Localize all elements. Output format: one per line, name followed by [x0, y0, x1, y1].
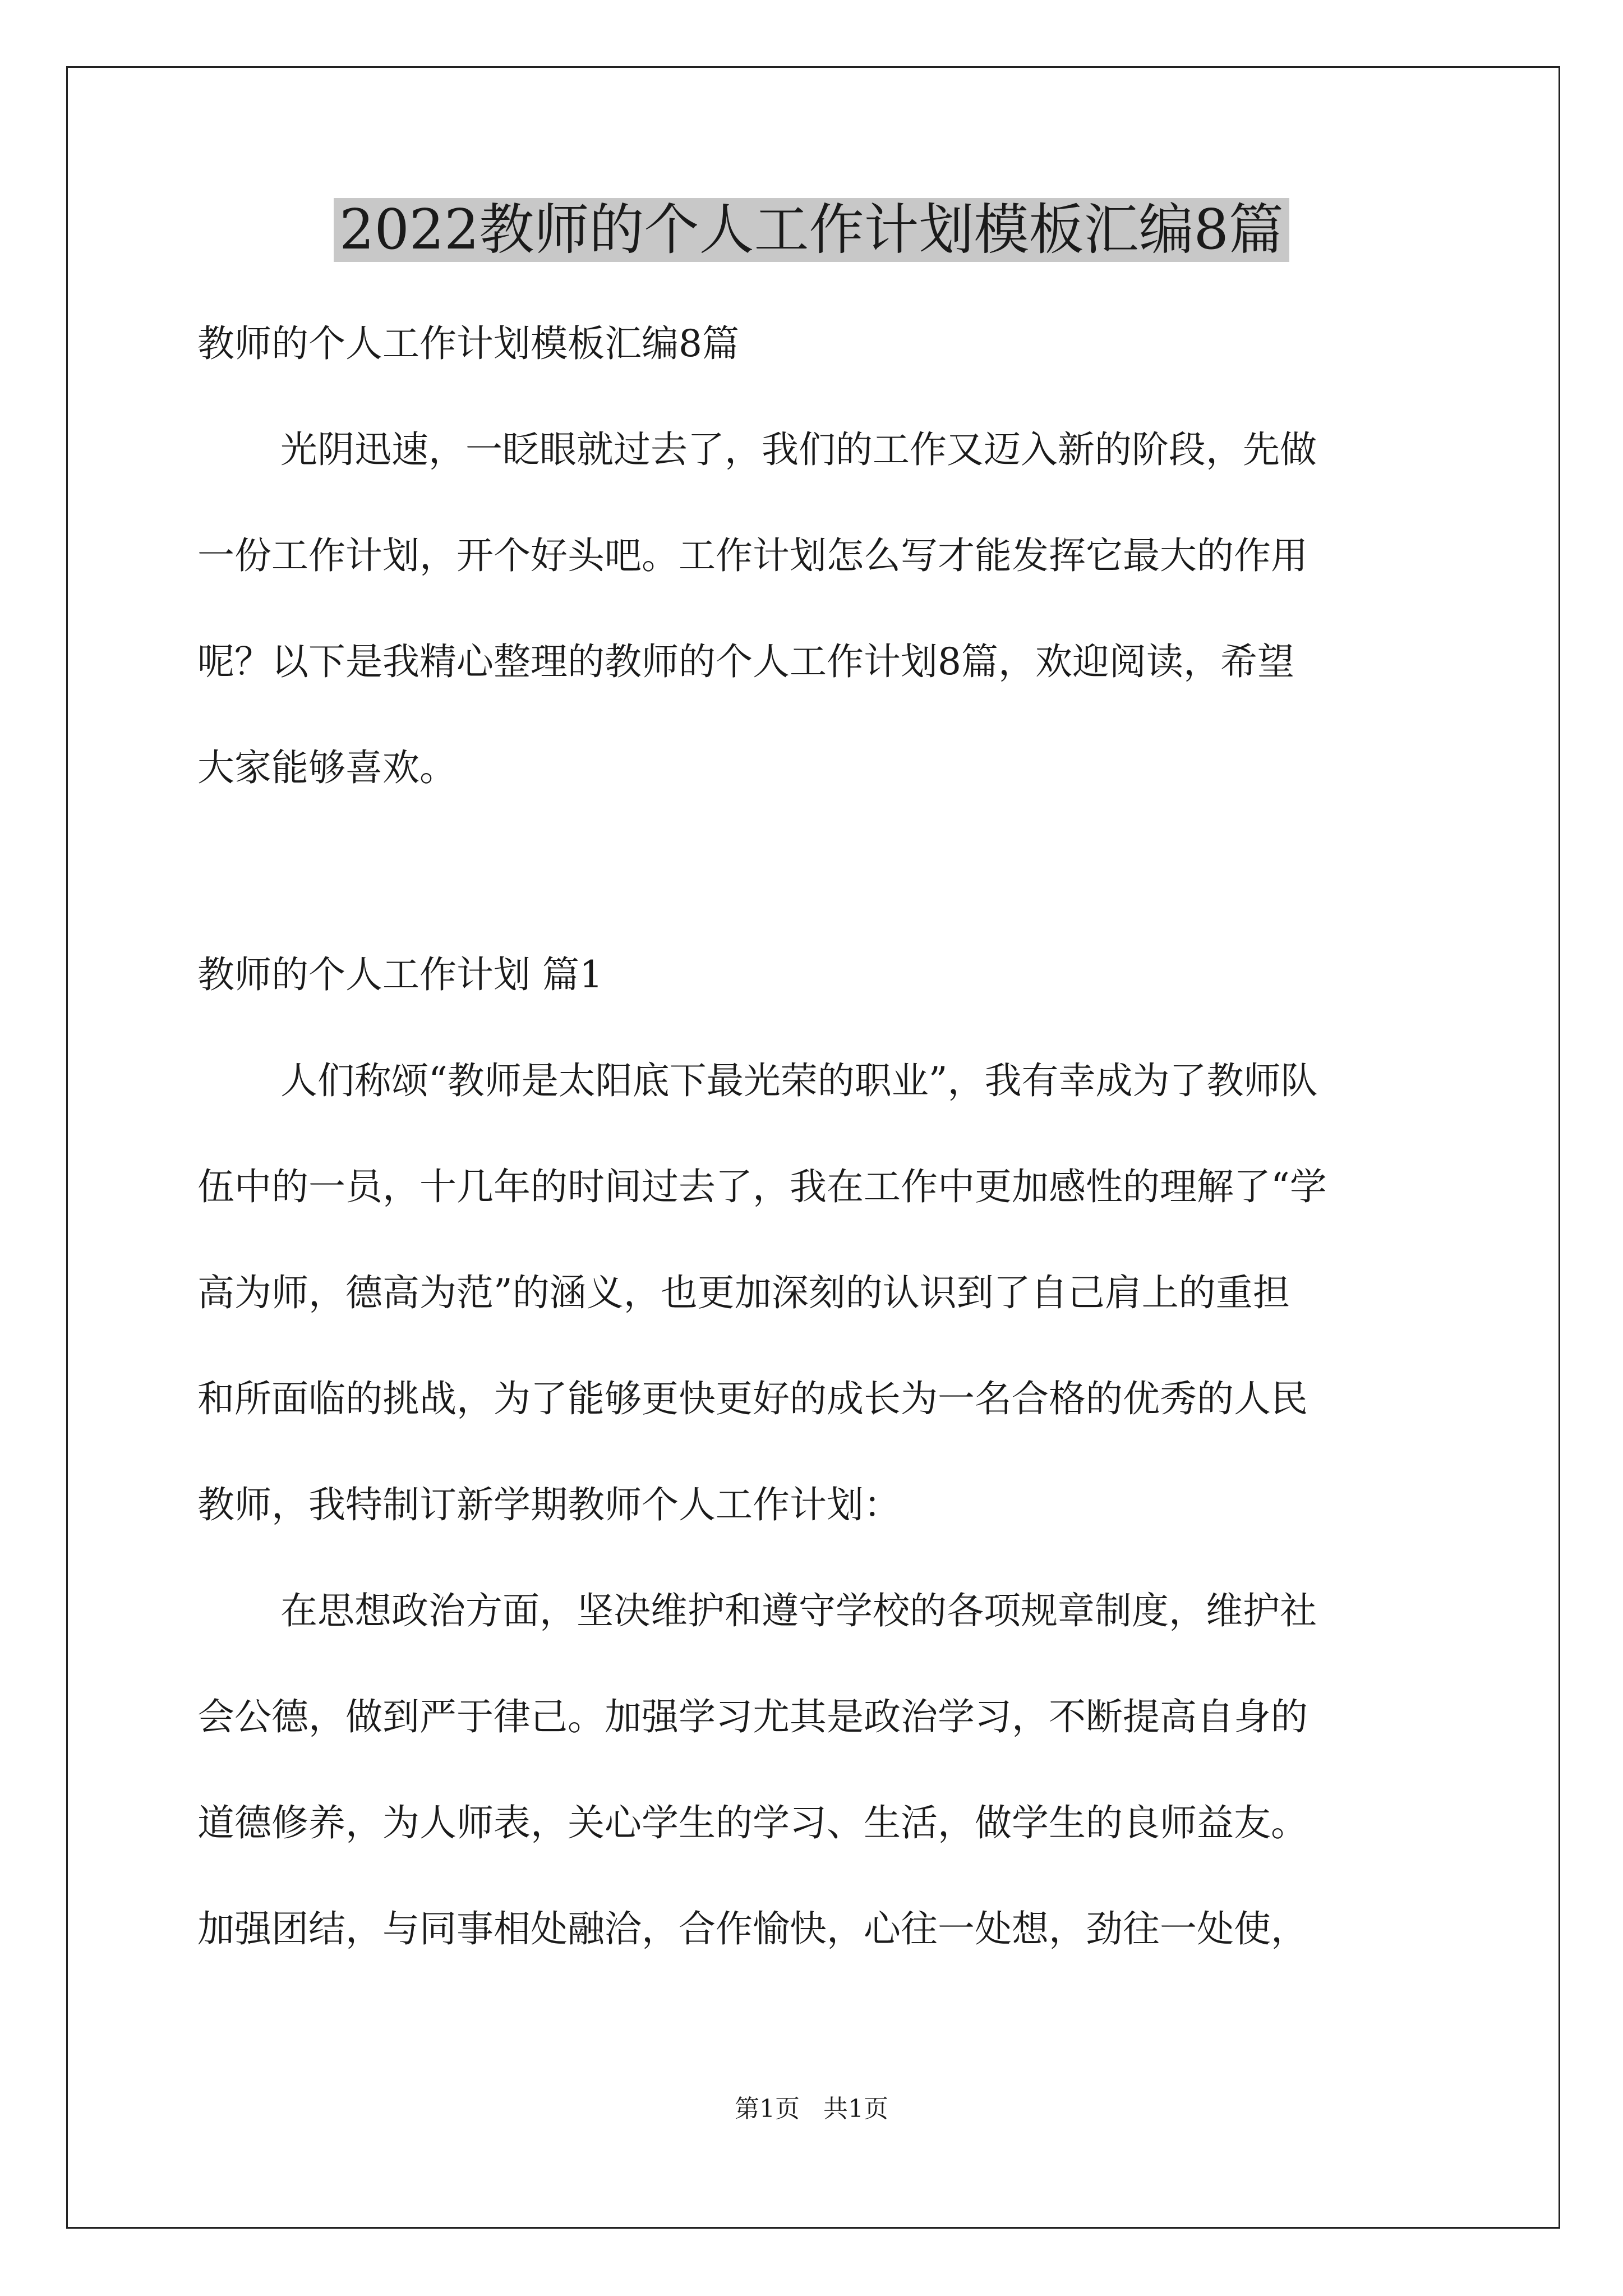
paragraph-gap: [197, 838, 1431, 938]
document-body: [197, 307, 1431, 1999]
paragraph-line: 教师，我特制订新学期教师个人工作计划：: [197, 1483, 901, 1526]
paragraph-line: 在思想政治方面，坚决维护和遵守学校的各项规章制度，维护社: [280, 1589, 1317, 1632]
paragraph-line: 人们称颂“教师是太阳底下最光荣的职业”，我有幸成为了教师队: [280, 1059, 1318, 1102]
paragraph-line: 高为师，德高为范”的涵义，也更加深刻的认识到了自己肩上的重担: [197, 1271, 1290, 1314]
document-title: [0, 194, 1623, 266]
section-heading: 教师的个人工作计划 篇1: [197, 953, 603, 996]
intro-line: 呢？以下是我精心整理的教师的个人工作计划8篇，欢迎阅读，希望: [197, 640, 1294, 683]
paragraph-line: 加强团结，与同事相处融洽，合作愉快，心往一处想，劲往一处使，: [197, 1907, 1308, 1950]
page-footer: 第1页 共1页: [735, 2095, 888, 2123]
subtitle: 教师的个人工作计划模板汇编8篇: [197, 322, 739, 365]
document-title-text: 2022教师的个人工作计划模板汇编8篇: [334, 198, 1289, 262]
paragraph-line: 伍中的一员，十几年的时间过去了，我在工作中更加感性的理解了“学: [197, 1165, 1327, 1208]
intro-line: 一份工作计划，开个好头吧。工作计划怎么写才能发挥它最大的作用: [197, 534, 1308, 577]
intro-line: 光阴迅速，一眨眼就过去了，我们的工作又迈入新的阶段，先做: [280, 428, 1317, 471]
paragraph-line: 和所面临的挑战，为了能够更快更好的成长为一名合格的优秀的人民: [197, 1377, 1308, 1420]
intro-line: 大家能够喜欢。: [197, 746, 457, 789]
paragraph-line: 道德修养，为人师表，关心学生的学习、生活，做学生的良师益友。: [197, 1801, 1308, 1844]
paragraph-line: 会公德，做到严于律己。加强学习尤其是政治学习，不断提高自身的: [197, 1695, 1308, 1738]
